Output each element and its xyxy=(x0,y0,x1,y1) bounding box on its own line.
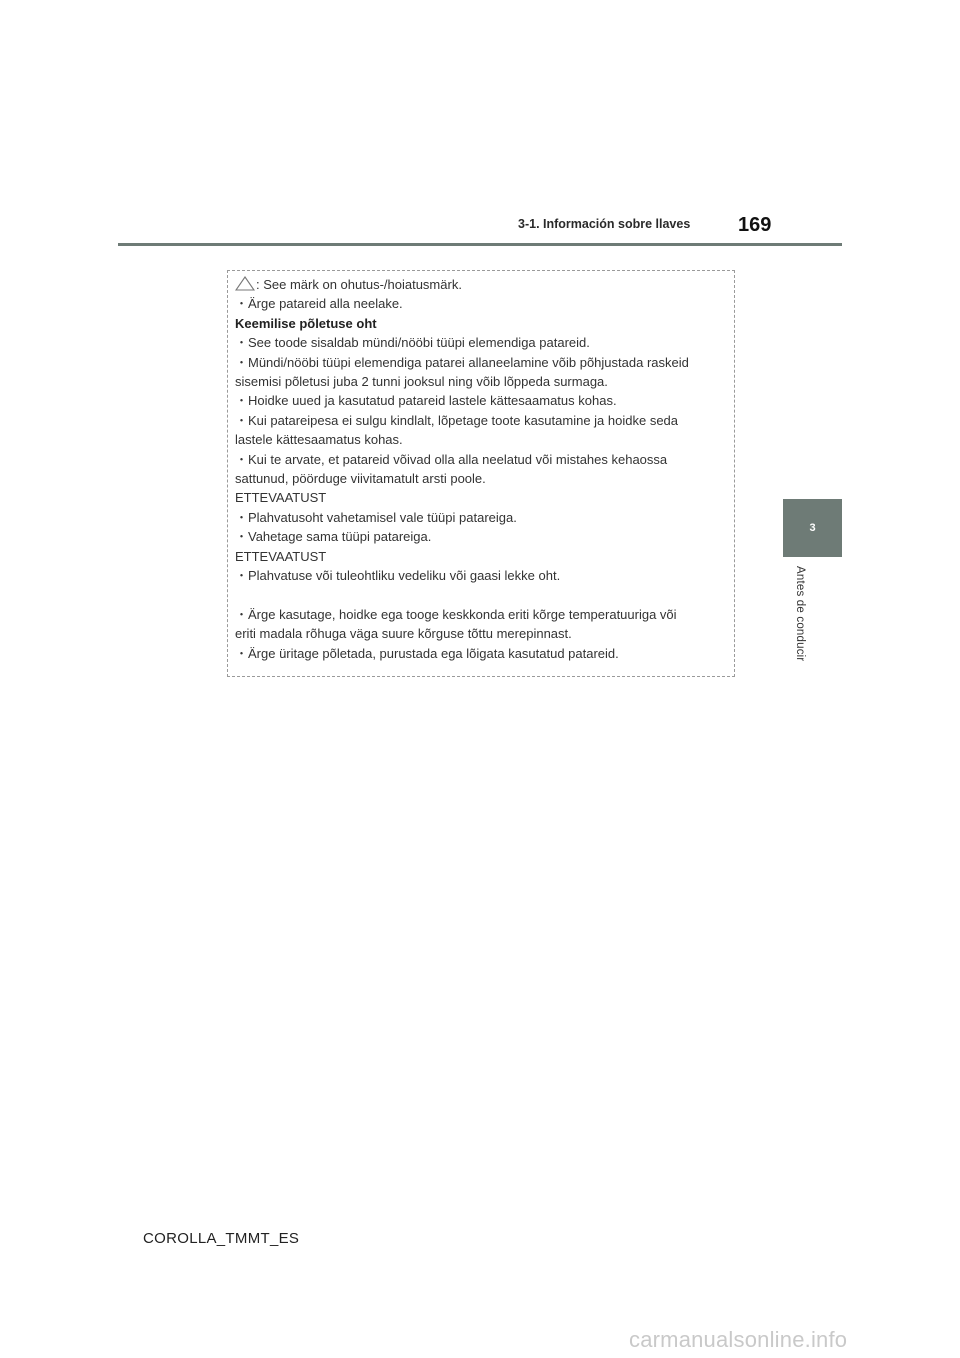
warning-line xyxy=(235,314,730,333)
warning-line xyxy=(235,372,730,391)
warning-line-text: ・Kui te arvate, et patareid võivad olla alla neelatud või mistahes kehaossa xyxy=(235,451,668,467)
warning-line-text: lastele kättesaamatus kohas. xyxy=(235,432,403,448)
warning-line xyxy=(235,527,730,546)
warning-line xyxy=(235,605,730,624)
warning-line xyxy=(235,488,730,507)
warning-line-text: Keemilise põletuse oht xyxy=(235,315,377,331)
warning-line xyxy=(235,333,730,352)
warning-line xyxy=(235,469,730,488)
warning-line xyxy=(235,566,730,585)
section-title: 3-1. Información sobre llaves xyxy=(518,217,691,231)
warning-line xyxy=(235,294,730,313)
warning-line xyxy=(235,391,730,410)
warning-line-text: : See märk on ohutus-/hoiatusmärk. xyxy=(256,277,462,292)
warning-line-text: ・Mündi/nööbi tüüpi elemendiga patarei allaneelamine võib põhjustada raskeid xyxy=(235,354,689,370)
warning-line-text: ・Ärge kasutage, hoidke ega tooge keskkonda eriti kõrge temperatuuriga või xyxy=(235,606,677,622)
warning-line-text: eriti madala rõhuga väga suure kõrguse tõttu merepinnast. xyxy=(235,626,572,642)
page-number: 169 xyxy=(738,214,772,236)
warning-line-text: ・Ärge patareid alla neelake. xyxy=(235,296,403,312)
warning-line-text: ・Hoidke uued ja kasutatud patareid lastele kättesaamatus kohas. xyxy=(235,393,617,409)
warning-line-text: ・Kui patareipesa ei sulgu kindlalt, lõpetage toote kasutamine ja hoidke seda xyxy=(235,412,679,428)
warning-line xyxy=(235,353,730,372)
warning-line-text: ・See toode sisaldab mündi/nööbi tüüpi elemendiga patareid. xyxy=(235,335,590,351)
warning-line-text: ・Vahetage sama tüüpi patareiga. xyxy=(235,529,432,545)
warning-line-text: ・Plahvatusoht vahetamisel vale tüüpi patareiga. xyxy=(235,509,517,525)
warning-line xyxy=(235,430,730,449)
warning-line-text: sisemisi põletusi juba 2 tunni jooksul ning võib lõppeda surmaga. xyxy=(235,374,608,390)
model-code: COROLLA_TMMT_ES xyxy=(143,1230,300,1247)
warning-line-text: ETTEVAATUST xyxy=(235,490,327,506)
warning-line-text: sattunud, pöörduge viivitamatult arsti poole. xyxy=(235,471,486,487)
chapter-tab xyxy=(783,499,842,557)
warning-line xyxy=(235,411,730,430)
chapter-number: 3 xyxy=(809,522,816,534)
line-gap xyxy=(235,586,730,605)
warning-text xyxy=(235,275,730,663)
watermark: carmanualsonline.info xyxy=(629,1327,848,1352)
warning-line xyxy=(235,547,730,566)
warning-line xyxy=(235,450,730,469)
warning-line xyxy=(235,644,730,663)
warning-line xyxy=(235,275,730,294)
warning-triangle-icon xyxy=(235,276,255,291)
warning-line-text: ・Plahvatuse või tuleohtliku vedeliku või gaasi lekke oht. xyxy=(235,568,561,584)
chapter-label: Antes de conducir xyxy=(794,566,806,662)
warning-line-text: ・Ärge üritage põletada, purustada ega lõigata kasutatud patareid. xyxy=(235,645,619,661)
warning-line xyxy=(235,624,730,643)
warning-line-text: ETTEVAATUST xyxy=(235,548,327,564)
header-rule xyxy=(118,243,842,246)
warning-line xyxy=(235,508,730,527)
